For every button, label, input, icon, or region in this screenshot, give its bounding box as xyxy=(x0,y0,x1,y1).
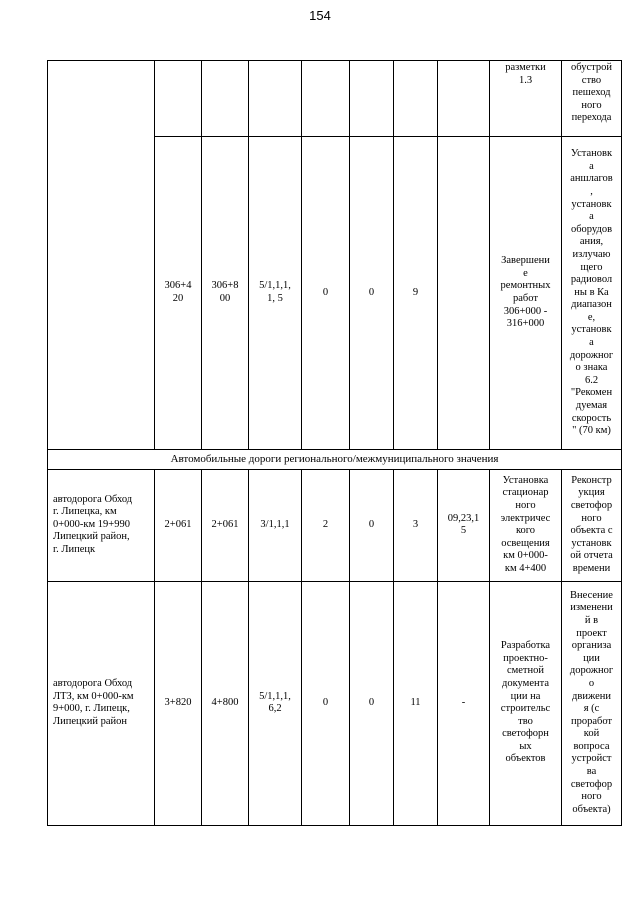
measures-cell: Установк а аншлагов , установк а оборудов ания, излучаю щего радиовол ны в Ка диапазон е, установк а дорожног о знака 6.2 "Рекомен дуемая скорость " (70 км) xyxy=(562,137,622,450)
work-done-cell: Установка стационар ного электричес кого освещения км 0+000- км 4+400 xyxy=(490,469,562,581)
roads-table xyxy=(47,60,622,826)
page-number: 154 xyxy=(309,8,331,23)
value-cell: 0 xyxy=(302,581,350,825)
work-done-cell: Разработка проектно- сметной документа ции на строительс тво светофорн ых объектов xyxy=(490,581,562,825)
road-name-cell xyxy=(48,61,155,450)
section-row xyxy=(48,450,622,470)
measures-cell: обустрой ство пешеход ного перехода xyxy=(562,61,622,137)
value-cell xyxy=(438,137,490,450)
category-cell: 5/1,1,1, 1, 5 xyxy=(249,137,302,450)
value-cell: 09,23,1 5 xyxy=(438,469,490,581)
work-done-cell: разметки 1.3 xyxy=(490,61,562,137)
table-row xyxy=(48,61,622,137)
value-cell: 0 xyxy=(350,469,394,581)
value-cell: 3 xyxy=(394,469,438,581)
value-cell: 0 xyxy=(350,137,394,450)
km-to-cell: 4+800 xyxy=(202,581,249,825)
km-from-cell: 3+820 xyxy=(155,581,202,825)
value-cell: - xyxy=(438,581,490,825)
km-to-cell: 2+061 xyxy=(202,469,249,581)
value-cell: 0 xyxy=(302,137,350,450)
road-name-cell: автодорога Обход ЛТЗ, км 0+000-км 9+000, г. Липецк, Липецкий район xyxy=(48,581,155,825)
value-cell: 11 xyxy=(394,581,438,825)
table-row xyxy=(48,581,622,825)
km-to-cell: 306+8 00 xyxy=(202,137,249,450)
value-cell: 0 xyxy=(350,581,394,825)
value-cell: 2 xyxy=(302,469,350,581)
work-done-cell: Завершени е ремонтных работ 306+000 - 316+000 xyxy=(490,137,562,450)
measures-cell: Реконстр укция светофор ного объекта с установк ой отчета времени xyxy=(562,469,622,581)
measures-cell: Внесение изменени й в проект организа ции дорожног о движени я (с проработ кой вопроса устройст ва светофор ного объекта) xyxy=(562,581,622,825)
category-cell: 3/1,1,1 xyxy=(249,469,302,581)
value-cell: 9 xyxy=(394,137,438,450)
road-name-cell: автодорога Обход г. Липецка, км 0+000-км 19+990 Липецкий район, г. Липецк xyxy=(48,469,155,581)
category-cell: 5/1,1,1, 6,2 xyxy=(249,581,302,825)
km-from-cell: 2+061 xyxy=(155,469,202,581)
km-from-cell: 306+4 20 xyxy=(155,137,202,450)
section-title: Автомобильные дороги регионального/межмуниципального значения xyxy=(48,450,622,470)
table-row xyxy=(48,469,622,581)
